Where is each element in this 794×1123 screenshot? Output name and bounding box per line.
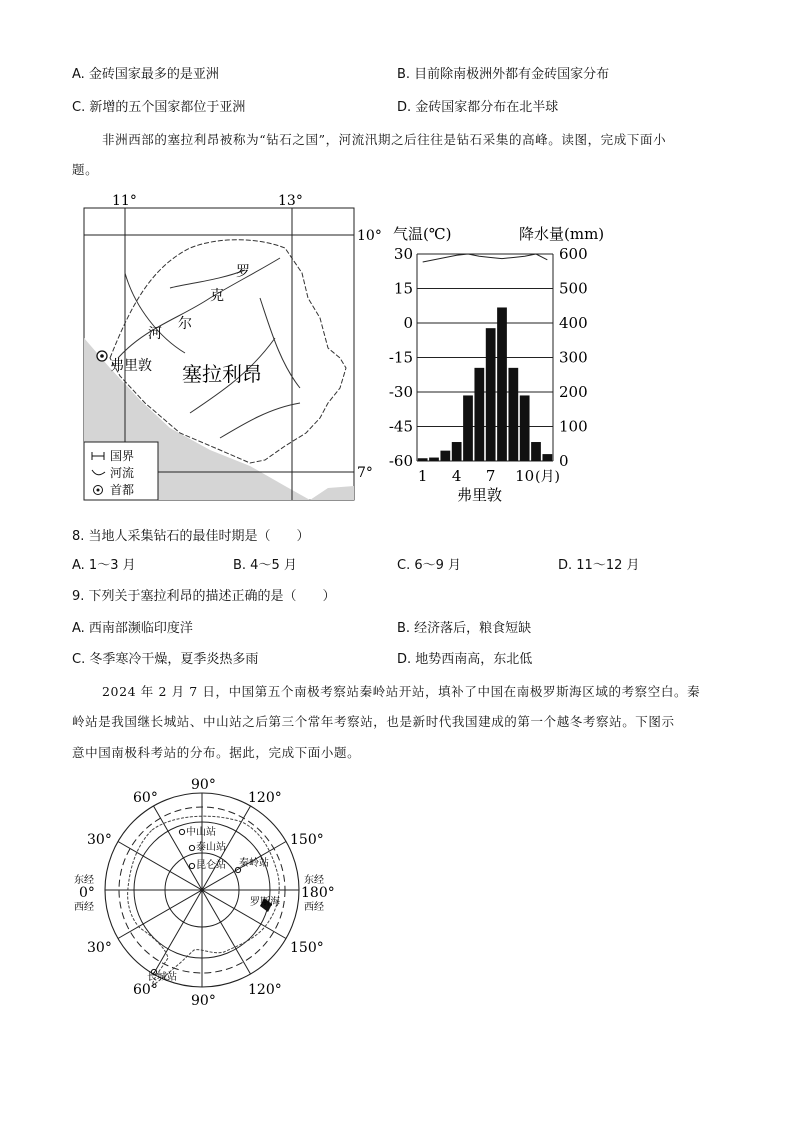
chart-ylabel-left: 气温(℃) (393, 225, 452, 243)
river-char-3: 尔 (178, 316, 192, 332)
chart-xtick: 10 (515, 467, 535, 485)
station-changcheng-label: 长城站 (147, 972, 177, 983)
chart-ytick-right: 300 (559, 348, 588, 367)
chart-x-unit: (月) (535, 469, 560, 485)
label-bottom-30: 30° (87, 940, 112, 956)
q7-option-c: C. 新增的五个国家都位于亚洲 (72, 100, 246, 115)
label-left-0: 0° (79, 885, 95, 901)
precipitation-bar (440, 451, 450, 461)
precipitation-bar (418, 458, 428, 461)
station-kunlun-label: 昆仑站 (196, 860, 226, 871)
capital-label: 弗里敦 (110, 358, 152, 374)
intro-antarctic-line3: 意中国南极科考站的分布。据此，完成下面小题。 (72, 745, 361, 760)
precipitation-bar (508, 368, 518, 461)
q9-option-b: B. 经济落后，粮食短缺 (397, 621, 532, 636)
chart-ytick-right: 500 (559, 279, 588, 298)
label-top-60: 60° (133, 790, 158, 806)
q9-option-a: A. 西南部濒临印度洋 (72, 621, 193, 636)
antarctic-polar-map (70, 772, 350, 1012)
label-right-150: 150° (290, 832, 324, 848)
chart-xtick: 1 (417, 467, 428, 485)
station-zhongshan-label: 中山站 (186, 827, 216, 838)
q8-stem: 8. 当地人采集钻石的最佳时期是（ ） (72, 529, 310, 544)
legend-border-label: 国界 (110, 449, 135, 463)
chart-ytick-left: -60 (388, 452, 413, 470)
lat-7-label: 7° (357, 465, 373, 481)
q9-stem: 9. 下列关于塞拉利昂的描述正确的是（ ） (72, 589, 336, 604)
chart-ytick-left: -45 (388, 417, 413, 436)
intro-antarctic-line2: 岭站是我国继长城站、中山站之后第三个常年考察站，也是新时代我国建成的第一个越冬考察站。下图示 (72, 714, 675, 729)
temperature-line (423, 254, 548, 262)
precipitation-bar (486, 328, 496, 461)
label-top-90: 90° (191, 777, 216, 793)
q9-option-d: D. 地势西南高，东北低 (397, 652, 533, 667)
label-bottom-60: 60° (133, 982, 158, 998)
chart-ytick-right: 400 (559, 314, 588, 332)
chart-ytick-right: 600 (559, 245, 588, 263)
lon-13-label: 13° (278, 193, 303, 209)
q8-option-a: A. 1～3 月 (72, 558, 136, 573)
label-bottom-120: 120° (248, 982, 282, 998)
chart-xtick: 7 (485, 467, 496, 485)
label-bottom-150: 150° (290, 940, 324, 956)
label-east-right: 东经 (304, 875, 324, 886)
chart-title: 弗里敦 (457, 486, 503, 504)
q9-option-c: C. 冬季寒冷干燥，夏季炎热多雨 (72, 652, 259, 667)
precipitation-bar (497, 307, 507, 461)
precipitation-bar (542, 454, 552, 461)
climate-chart (385, 215, 615, 510)
intro-sierra-line2: 题。 (72, 162, 99, 177)
station-qinling-label: 秦岭站 (239, 858, 269, 869)
label-right-180: 180° (301, 885, 335, 901)
chart-ytick-left: 0 (403, 314, 413, 332)
chart-ytick-left: 30 (393, 245, 413, 263)
ross-sea-label: 罗斯海 (250, 897, 280, 908)
intro-antarctic-line1: 2024 年 2 月 7 日，中国第五个南极考察站秦岭站开站，填补了中国在南极罗斯海区域的考察空白。秦 (102, 684, 701, 699)
chart-ytick-left: -15 (388, 348, 413, 367)
label-top-120: 120° (248, 790, 282, 806)
q7-option-d: D. 金砖国家都分布在北半球 (397, 100, 559, 115)
chart-ylabel-right: 降水量(mm) (519, 225, 605, 243)
chart-ytick-left: -30 (388, 383, 413, 401)
chart-ytick-left: 15 (393, 279, 413, 298)
q7-option-a: A. 金砖国家最多的是亚洲 (72, 67, 219, 82)
legend-river-label: 河流 (110, 466, 135, 480)
precipitation-bar (474, 368, 484, 461)
country-label: 塞拉利昂 (182, 362, 262, 386)
lat-10-label: 10° (357, 228, 382, 244)
river-char-1: 罗 (236, 264, 250, 280)
sierra-leone-map (70, 188, 390, 506)
q8-option-b: B. 4～5 月 (233, 558, 297, 573)
precipitation-bar (531, 442, 541, 461)
q8-option-c: C. 6～9 月 (397, 558, 462, 573)
lon-11-label: 11° (112, 193, 137, 209)
q8-option-d: D. 11～12 月 (558, 558, 640, 573)
precipitation-bar (429, 458, 439, 461)
chart-ytick-right: 100 (559, 417, 588, 436)
capital-marker-icon (97, 351, 107, 361)
river-char-2: 克 (210, 288, 224, 304)
precipitation-bar (520, 395, 530, 461)
label-bottom-90: 90° (191, 993, 216, 1009)
chart-ytick-right: 0 (559, 452, 569, 470)
q7-option-b: B. 目前除南极洲外都有金砖国家分布 (397, 67, 610, 82)
chart-xtick: 4 (451, 467, 462, 485)
river-char-4: 河 (148, 326, 162, 342)
precipitation-bar (463, 395, 473, 461)
label-left-30: 30° (87, 832, 112, 848)
legend-capital-icon (94, 486, 103, 495)
station-taishan-label: 泰山站 (196, 842, 226, 853)
intro-sierra-line1: 非洲西部的塞拉利昂被称为“钻石之国”，河流汛期之后往往是钻石采集的高峰。读图，完成下面小 (102, 132, 667, 147)
precipitation-bar (452, 442, 462, 461)
label-west-right: 西经 (304, 902, 324, 913)
legend-capital-label: 首都 (110, 483, 135, 497)
label-east-left: 东经 (74, 875, 94, 886)
label-west-left: 西经 (74, 902, 94, 913)
chart-ytick-right: 200 (559, 383, 588, 401)
